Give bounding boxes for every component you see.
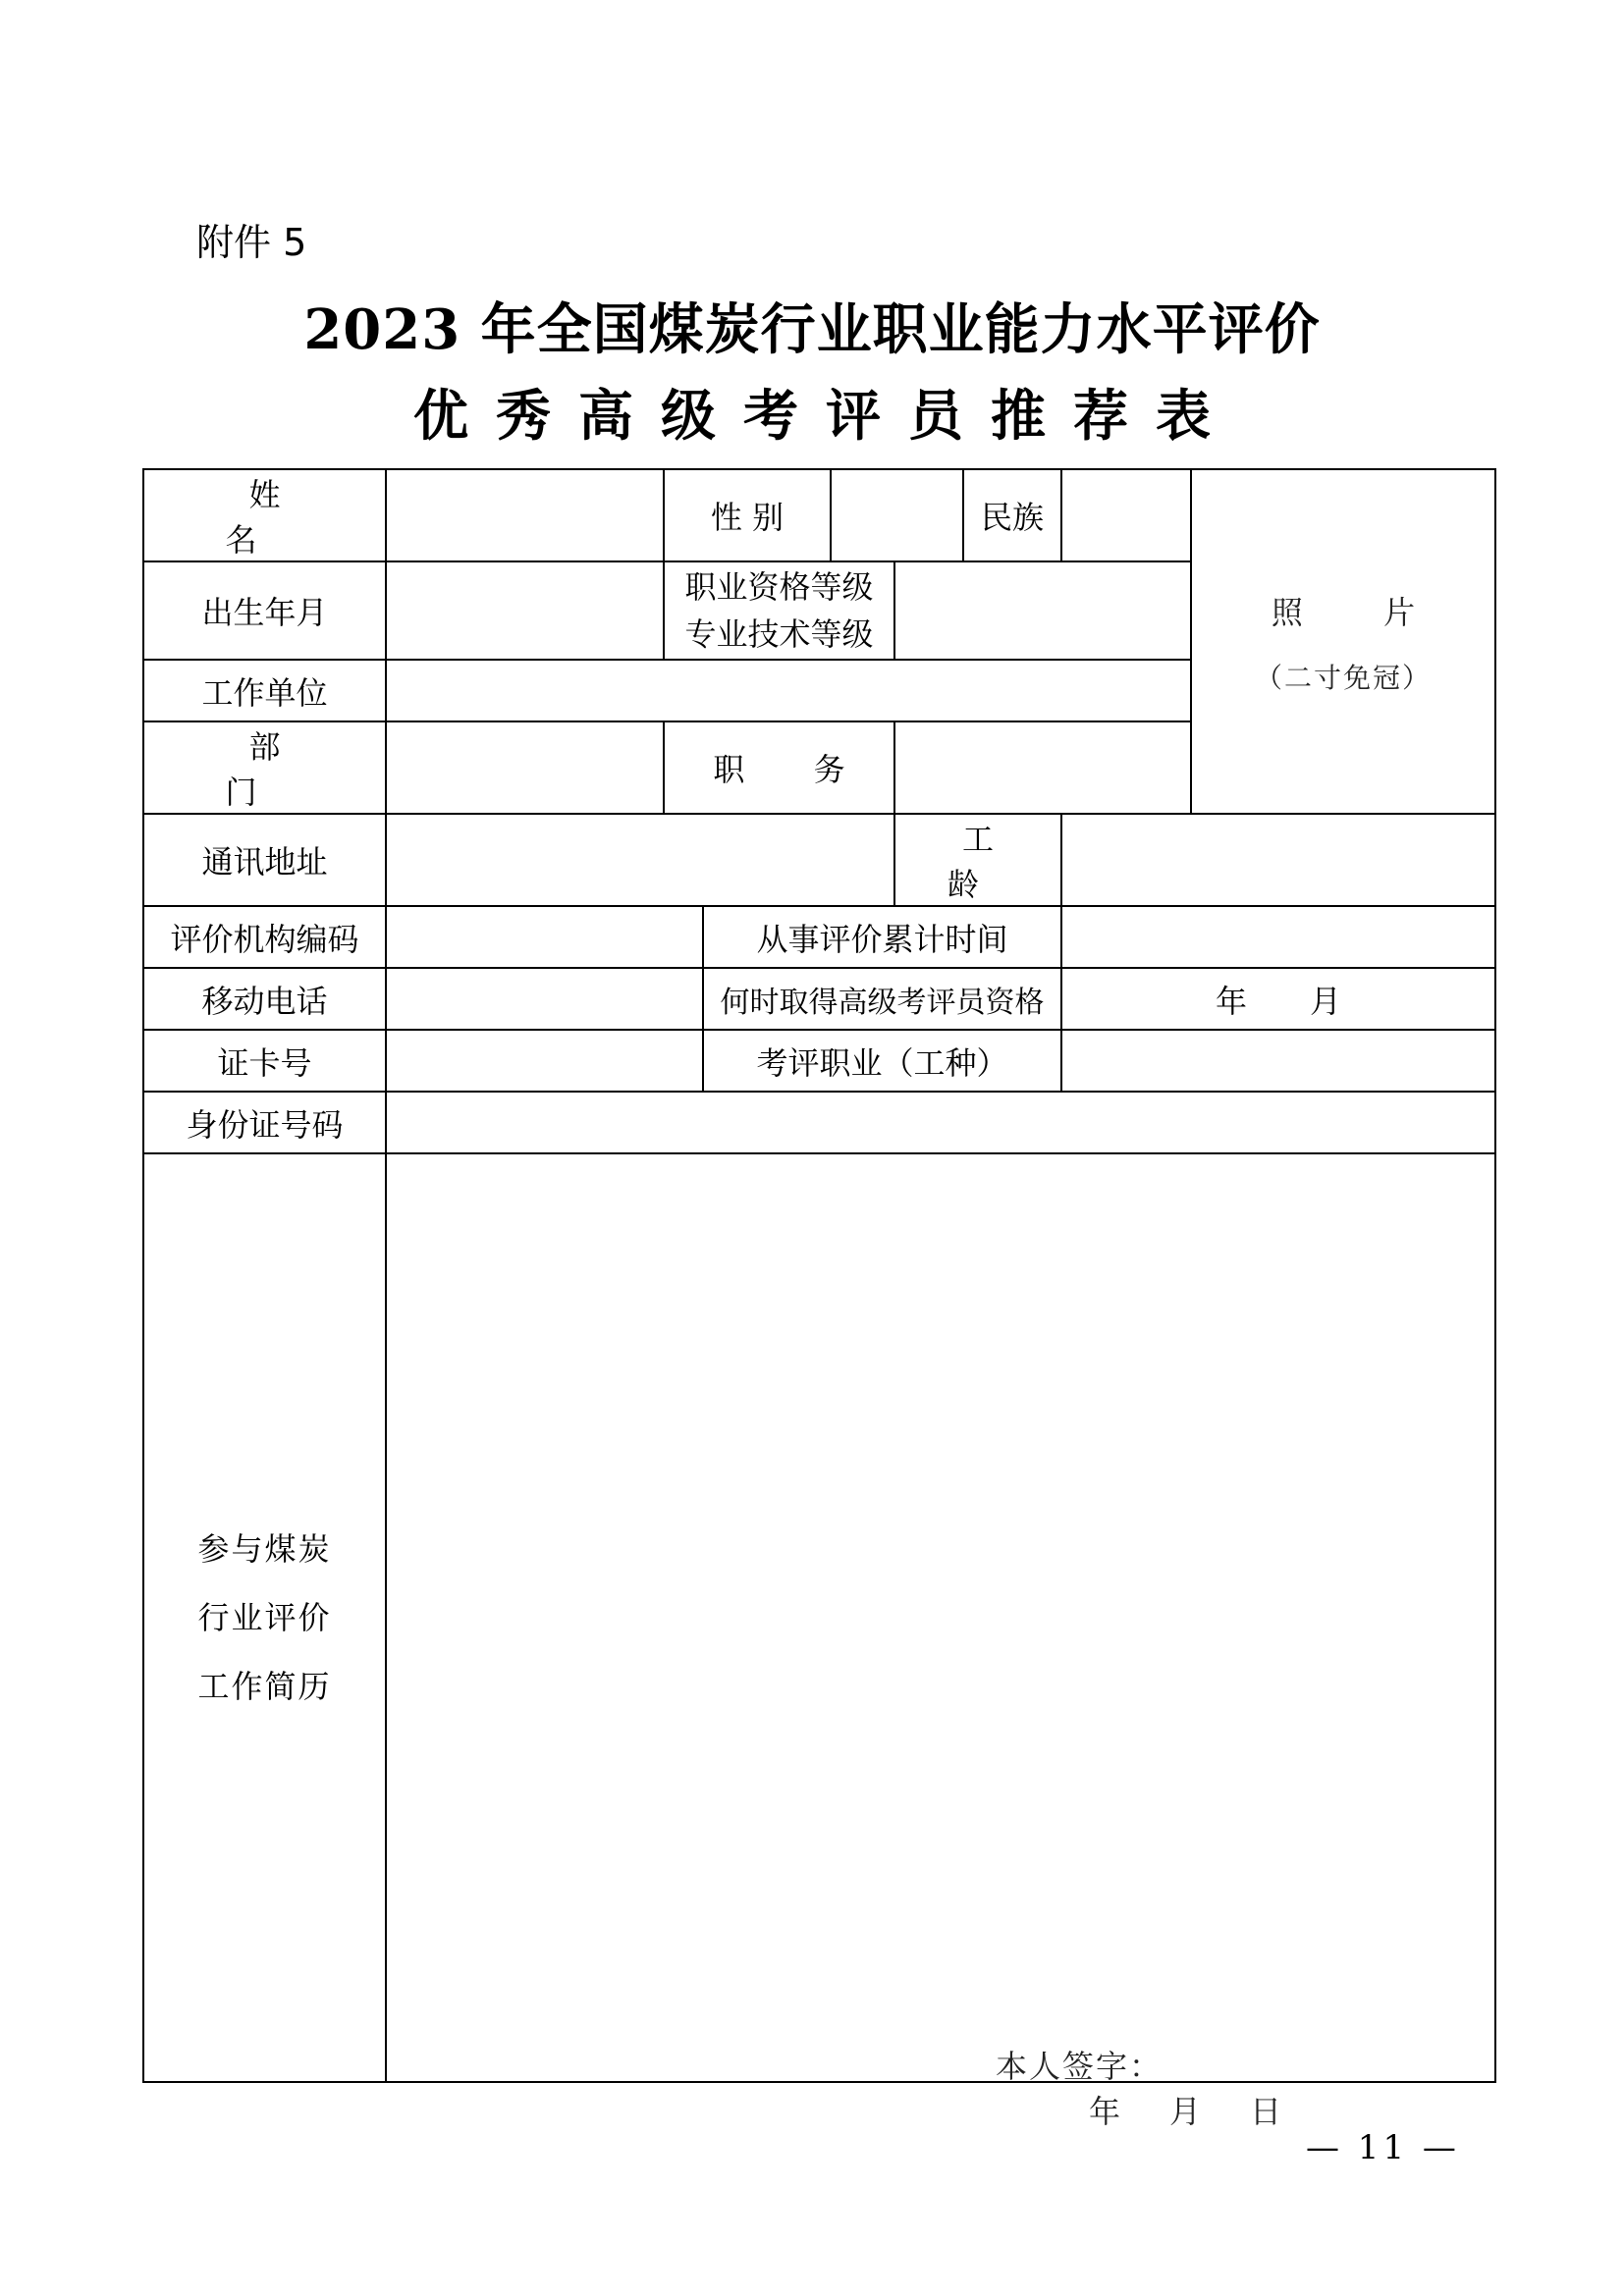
attachment-label: 附件 5 xyxy=(196,221,307,264)
mobile-field[interactable] xyxy=(386,968,703,1030)
employer-label: 工作单位 xyxy=(143,660,386,721)
seniority-field[interactable] xyxy=(1061,814,1495,906)
photo-note: （二寸免冠） xyxy=(1254,661,1432,694)
eval-time-field[interactable] xyxy=(1061,906,1495,968)
resume-field[interactable] xyxy=(386,1153,1495,2130)
qual-date-label: 何时取得高级考评员资格 xyxy=(703,968,1061,1030)
id-no-label: 身份证号码 xyxy=(143,1092,386,1153)
position-field[interactable] xyxy=(894,721,1191,814)
address-label: 通讯地址 xyxy=(143,814,386,906)
occupation-label: 考评职业（工种） xyxy=(703,1030,1061,1092)
id-no-field[interactable] xyxy=(386,1092,1495,1153)
ethnicity-label: 民族 xyxy=(963,469,1061,561)
org-code-field[interactable] xyxy=(386,906,703,968)
recommendation-form-table xyxy=(142,468,1496,2130)
photo-area xyxy=(1191,469,1495,814)
gender-label: 性 别 xyxy=(664,469,831,561)
birth-label: 出生年月 xyxy=(143,561,386,660)
page-number: — 11 — xyxy=(1306,2128,1460,2167)
qual-date-field[interactable]: 年 月 xyxy=(1061,968,1495,1030)
ethnicity-field[interactable] xyxy=(1061,469,1191,561)
signature-label: 本人签字： xyxy=(996,2048,1164,2085)
cert-no-label: 证卡号 xyxy=(143,1030,386,1092)
cert-no-field[interactable] xyxy=(386,1030,703,1092)
photo-label: 照 片 xyxy=(1271,593,1451,631)
birth-field[interactable] xyxy=(386,561,664,660)
qualification-label: 职业资格等级 专业技术等级 xyxy=(664,561,894,660)
seniority-label: 工 龄 xyxy=(894,814,1061,906)
position-label: 职 务 xyxy=(664,721,894,814)
employer-field[interactable] xyxy=(386,660,1191,721)
org-code-label: 评价机构编码 xyxy=(143,906,386,968)
form-subtitle: 优秀高级考评员推荐表 xyxy=(413,384,1238,449)
signature-date: 年 月 日 xyxy=(1089,2093,1282,2130)
occupation-field[interactable] xyxy=(1061,1030,1495,1092)
department-field[interactable] xyxy=(386,721,664,814)
address-field[interactable] xyxy=(386,814,894,906)
form-title: 2023 年全国煤炭行业职业能力水平评价 xyxy=(303,297,1321,362)
department-label: 部 门 xyxy=(143,721,386,814)
mobile-label: 移动电话 xyxy=(143,968,386,1030)
gender-field[interactable] xyxy=(831,469,963,561)
name-label: 姓 名 xyxy=(143,469,386,561)
qualification-field[interactable] xyxy=(894,561,1191,660)
eval-time-label: 从事评价累计时间 xyxy=(703,906,1061,968)
resume-label: 参与煤炭 行业评价 工作简历 xyxy=(143,1153,386,2082)
name-field[interactable] xyxy=(386,469,664,561)
